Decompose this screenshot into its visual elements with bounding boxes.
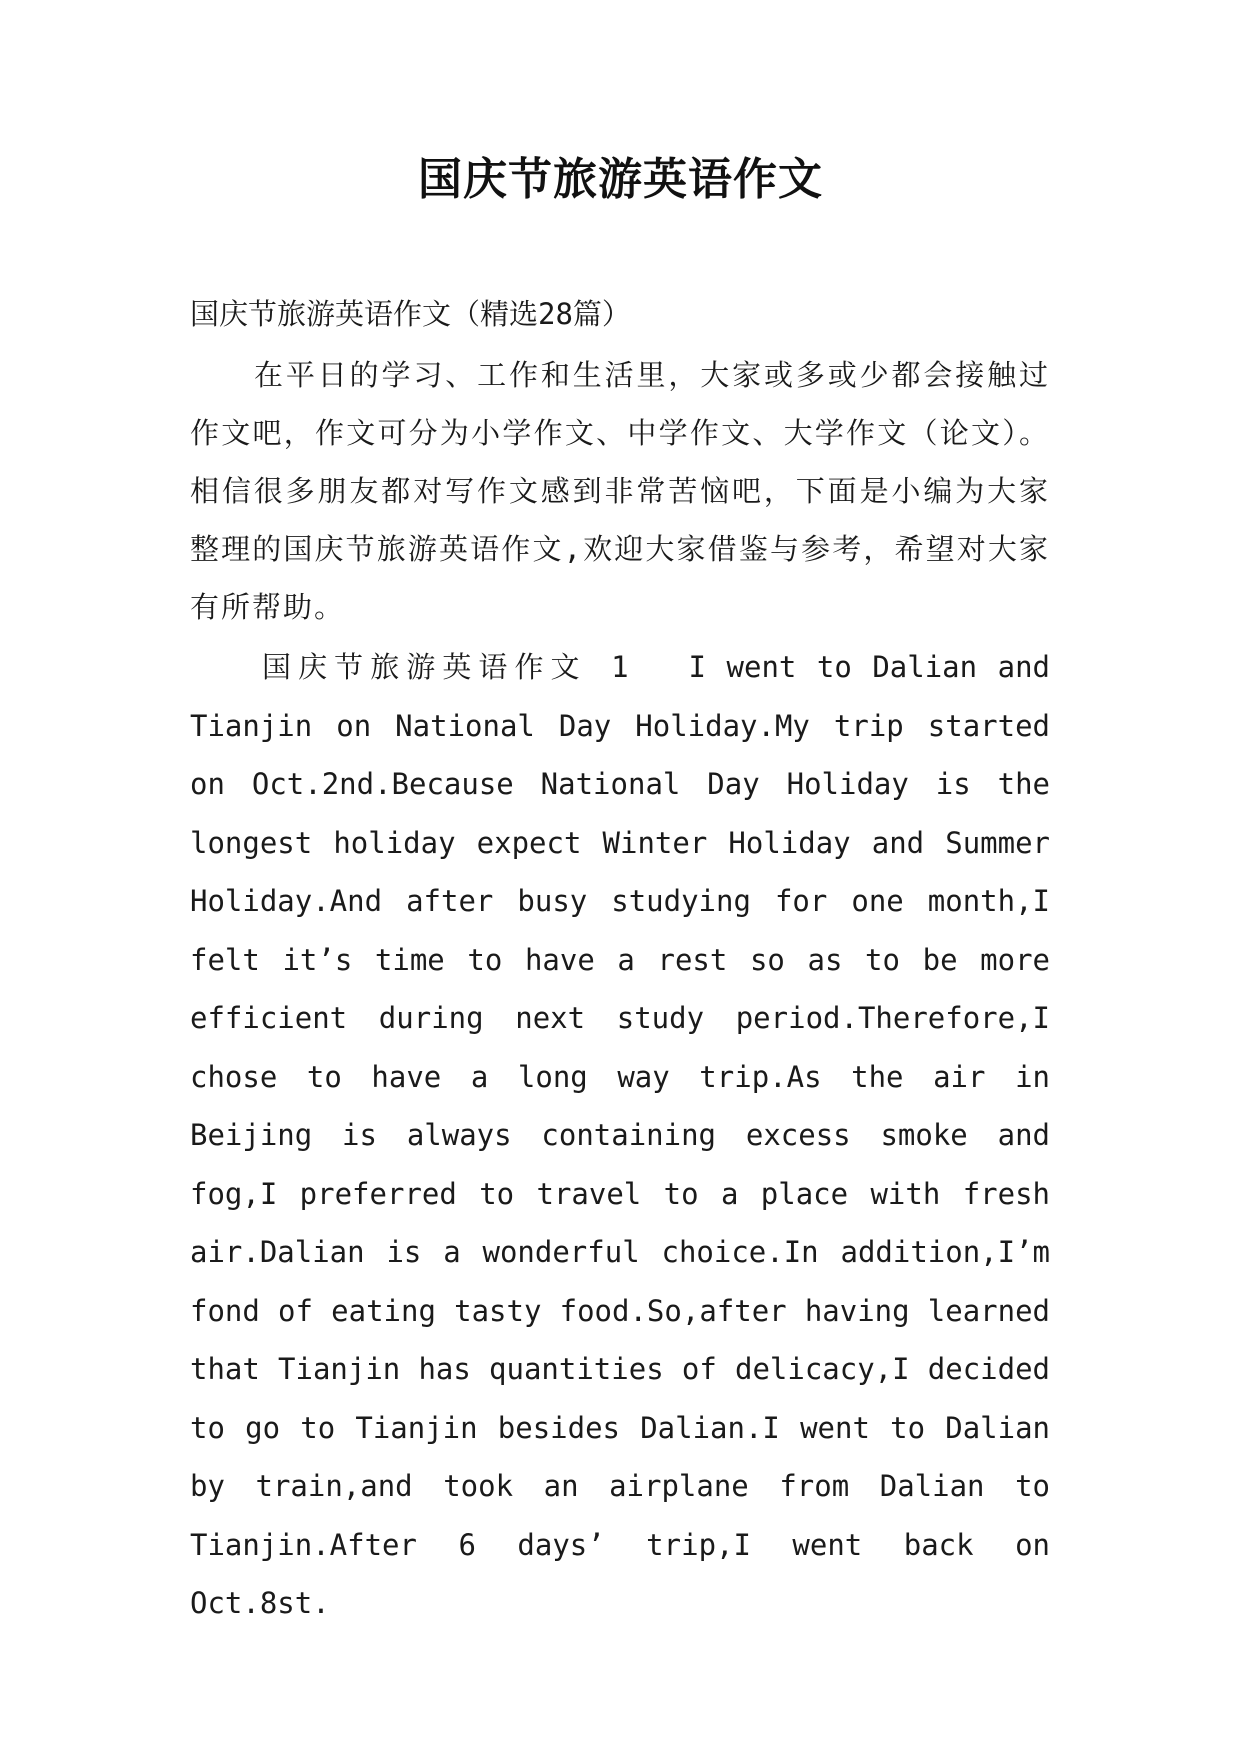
essay-heading: 国庆节旅游英语作文 1 bbox=[262, 650, 633, 684]
document-subtitle: 国庆节旅游英语作文（精选28篇） bbox=[190, 297, 631, 331]
intro-paragraph: 在平日的学习、工作和生活里，大家或多或少都会接触过作文吧，作文可分为小学作文、中学作文、大学作文（论文）。相信很多朋友都对写作文感到非常苦恼吧，下面是小编为大家整理的国庆节旅游英语作文,欢迎大家借鉴与参考，希望对大家有所帮助。 bbox=[190, 358, 1050, 624]
essay-body: I went to Dalian and Tianjin on National Day Holiday.My trip started on Oct.2nd.Because National Day Holiday is the longest holiday expect Winter Holiday and Summer Holiday.And after busy studying for one month,I felt it’s time to have a rest so as to be more efficient during next study period.Therefore,I chose to have a long way trip.As the air in Beijing is always containing excess smoke and fog,I preferred to travel to a place with fresh air.Dalian is a wonderful choice.In addition,I’m fond of eating tasty food.So,after having learned that Tianjin has quantities of delicacy,I decided to go to Tianjin besides Dalian.I went to Dalian by train,and took an airplane from Dalian to Tianjin.After 6 days’ trip,I went back on Oct.8st. bbox=[190, 650, 1050, 1620]
essay-paragraph bbox=[190, 638, 1050, 1633]
document-title: 国庆节旅游英语作文 bbox=[418, 154, 823, 205]
